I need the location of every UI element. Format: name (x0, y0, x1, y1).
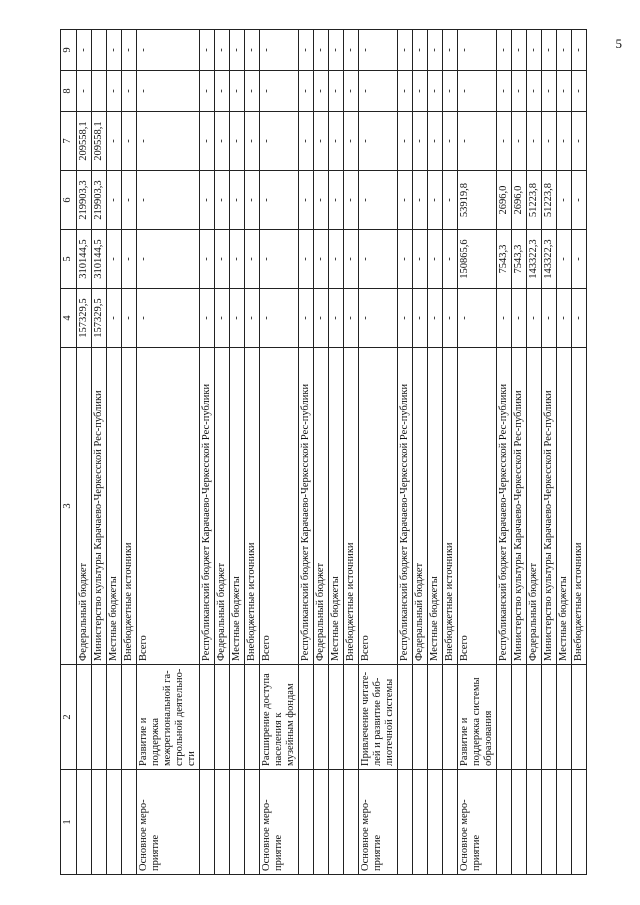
value-cell: - (230, 171, 245, 230)
value-cell: - (314, 30, 329, 71)
value-cell: - (398, 71, 413, 112)
value-cell: - (497, 289, 512, 348)
value-cell: - (443, 289, 458, 348)
activity-name-cell (122, 665, 137, 770)
activity-type-cell (542, 770, 557, 875)
header-cell: 2 (61, 665, 77, 770)
activity-name-cell: Привлечение читате-лей и развитие биб-лиотечной системы (359, 665, 398, 770)
value-cell: - (428, 230, 443, 289)
activity-name-cell (572, 665, 587, 770)
value-cell: - (314, 71, 329, 112)
funding-source-cell: Всего (359, 348, 398, 665)
value-cell: - (329, 289, 344, 348)
activity-type-cell (77, 770, 92, 875)
activity-type-cell (413, 770, 428, 875)
value-cell: - (344, 171, 359, 230)
funding-source-cell: Министерство культуры Карачаево-Черкесской Рес-публики (542, 348, 557, 665)
value-cell: - (512, 112, 527, 171)
value-cell: - (245, 112, 260, 171)
value-cell: - (107, 71, 122, 112)
value-cell: - (107, 230, 122, 289)
activity-type-cell: Основное меро-приятие (458, 770, 497, 875)
value-cell: - (572, 112, 587, 171)
value-cell: - (359, 230, 398, 289)
value-cell: - (572, 71, 587, 112)
value-cell: - (458, 112, 497, 171)
table-row (245, 30, 260, 875)
activity-name-cell: Развитие и поддержка системы образования (458, 665, 497, 770)
page-number: 5 (615, 36, 622, 51)
value-cell (92, 71, 107, 112)
funding-source-cell: Федеральный бюджет (527, 348, 542, 665)
value-cell: - (398, 112, 413, 171)
activity-name-cell (428, 665, 443, 770)
value-cell: - (299, 171, 314, 230)
activity-type-cell (230, 770, 245, 875)
activity-type-cell (512, 770, 527, 875)
activity-name-cell (299, 665, 314, 770)
value-cell: - (245, 30, 260, 71)
header-cell: 1 (61, 770, 77, 875)
value-cell: 2696,0 (512, 171, 527, 230)
value-cell: - (329, 230, 344, 289)
value-cell: - (299, 289, 314, 348)
value-cell (92, 30, 107, 71)
value-cell: - (344, 71, 359, 112)
value-cell: - (314, 230, 329, 289)
value-cell: - (299, 112, 314, 171)
value-cell: - (542, 289, 557, 348)
activity-type-cell (314, 770, 329, 875)
value-cell: - (428, 71, 443, 112)
value-cell: - (398, 289, 413, 348)
activity-name-cell (92, 665, 107, 770)
funding-source-cell: Федеральный бюджет (215, 348, 230, 665)
value-cell: - (443, 230, 458, 289)
value-cell: - (107, 30, 122, 71)
value-cell: - (443, 71, 458, 112)
activity-name-cell: Развитие и поддержка межрегиональной га-строльной деятельно-сти (137, 665, 200, 770)
funding-source-cell: Федеральный бюджет (77, 348, 92, 665)
value-cell: - (542, 112, 557, 171)
table-row (527, 30, 542, 875)
activity-name-cell (329, 665, 344, 770)
value-cell: - (344, 289, 359, 348)
funding-source-cell: Местные бюджеты (329, 348, 344, 665)
value-cell: - (527, 71, 542, 112)
value-cell: - (230, 71, 245, 112)
value-cell: - (137, 112, 200, 171)
table-row (137, 30, 200, 875)
table-row (497, 30, 512, 875)
table-row (299, 30, 314, 875)
header-cell: 8 (61, 71, 77, 112)
value-cell: - (398, 171, 413, 230)
activity-type-cell (428, 770, 443, 875)
value-cell: - (428, 112, 443, 171)
value-cell: - (230, 230, 245, 289)
value-cell: 310144,5 (77, 230, 92, 289)
activity-type-cell: Основное меро-приятие (359, 770, 398, 875)
value-cell: - (299, 30, 314, 71)
table-row (200, 30, 215, 875)
value-cell: - (572, 30, 587, 71)
table-row (314, 30, 329, 875)
value-cell: - (215, 30, 230, 71)
activity-type-cell (92, 770, 107, 875)
budget-table (60, 29, 587, 875)
value-cell: - (557, 71, 572, 112)
value-cell: - (77, 30, 92, 71)
table-row (260, 30, 299, 875)
value-cell: - (230, 112, 245, 171)
value-cell: - (107, 289, 122, 348)
funding-source-cell: Республиканский бюджет Карачаево-Черкесской Рес-публики (299, 348, 314, 665)
funding-source-cell: Всего (260, 348, 299, 665)
header-cell: 4 (61, 289, 77, 348)
funding-source-cell: Всего (137, 348, 200, 665)
value-cell: - (557, 30, 572, 71)
table-row (512, 30, 527, 875)
value-cell: - (359, 289, 398, 348)
activity-name-cell (77, 665, 92, 770)
value-cell: 51223,8 (527, 171, 542, 230)
activity-type-cell (245, 770, 260, 875)
activity-name-cell (344, 665, 359, 770)
value-cell: 7543,3 (497, 230, 512, 289)
value-cell: 310144,5 (92, 230, 107, 289)
value-cell: - (260, 71, 299, 112)
value-cell: - (359, 30, 398, 71)
value-cell: - (443, 112, 458, 171)
value-cell: - (314, 171, 329, 230)
value-cell: - (137, 171, 200, 230)
value-cell: - (329, 171, 344, 230)
value-cell: - (428, 30, 443, 71)
activity-type-cell (497, 770, 512, 875)
value-cell: - (200, 289, 215, 348)
activity-name-cell (542, 665, 557, 770)
value-cell: - (359, 171, 398, 230)
activity-name-cell (398, 665, 413, 770)
table-row (215, 30, 230, 875)
table-row (458, 30, 497, 875)
value-cell: - (245, 171, 260, 230)
activity-type-cell (572, 770, 587, 875)
value-cell: 157329,5 (92, 289, 107, 348)
value-cell: - (413, 171, 428, 230)
value-cell: - (137, 230, 200, 289)
table-row (572, 30, 587, 875)
value-cell: - (542, 30, 557, 71)
value-cell: - (497, 112, 512, 171)
funding-source-cell: Министерство культуры Карачаево-Черкесской Рес-публики (92, 348, 107, 665)
value-cell: 51223,8 (542, 171, 557, 230)
value-cell: - (137, 30, 200, 71)
activity-name-cell (497, 665, 512, 770)
value-cell: - (122, 289, 137, 348)
activity-type-cell (557, 770, 572, 875)
activity-type-cell (200, 770, 215, 875)
header-row (61, 30, 77, 875)
value-cell: - (557, 112, 572, 171)
activity-name-cell (527, 665, 542, 770)
activity-type-cell (344, 770, 359, 875)
value-cell: - (260, 289, 299, 348)
funding-source-cell: Республиканский бюджет Карачаево-Черкесской Рес-публики (398, 348, 413, 665)
value-cell: 150865,6 (458, 230, 497, 289)
value-cell: - (398, 30, 413, 71)
activity-type-cell (215, 770, 230, 875)
value-cell: - (413, 230, 428, 289)
value-cell: - (428, 289, 443, 348)
value-cell: - (458, 289, 497, 348)
table-row (359, 30, 398, 875)
value-cell: - (413, 30, 428, 71)
table-row (398, 30, 413, 875)
value-cell: - (215, 171, 230, 230)
value-cell: - (542, 71, 557, 112)
value-cell: - (329, 71, 344, 112)
value-cell: - (122, 112, 137, 171)
funding-source-cell: Местные бюджеты (428, 348, 443, 665)
value-cell: - (497, 30, 512, 71)
table-row (557, 30, 572, 875)
value-cell: - (329, 30, 344, 71)
value-cell: - (557, 171, 572, 230)
funding-source-cell: Республиканский бюджет Карачаево-Черкесской Рес-публики (497, 348, 512, 665)
activity-name-cell (512, 665, 527, 770)
header-cell: 9 (61, 30, 77, 71)
activity-name-cell (107, 665, 122, 770)
value-cell: - (299, 230, 314, 289)
value-cell: 53919,8 (458, 171, 497, 230)
table-row (443, 30, 458, 875)
activity-name-cell (314, 665, 329, 770)
funding-source-cell: Местные бюджеты (557, 348, 572, 665)
funding-source-cell: Внебюджетные источники (443, 348, 458, 665)
value-cell: 143322,3 (527, 230, 542, 289)
value-cell: - (215, 289, 230, 348)
value-cell: - (200, 30, 215, 71)
value-cell: - (458, 30, 497, 71)
table-row (413, 30, 428, 875)
value-cell: - (344, 30, 359, 71)
activity-name-cell (413, 665, 428, 770)
value-cell: - (398, 230, 413, 289)
activity-type-cell (299, 770, 314, 875)
value-cell: - (314, 112, 329, 171)
value-cell: - (359, 71, 398, 112)
table-row (344, 30, 359, 875)
activity-name-cell (443, 665, 458, 770)
table-row (542, 30, 557, 875)
value-cell: - (260, 30, 299, 71)
value-cell: - (122, 230, 137, 289)
value-cell: 7543,3 (512, 230, 527, 289)
funding-source-cell: Местные бюджеты (230, 348, 245, 665)
value-cell: - (245, 289, 260, 348)
value-cell: - (314, 289, 329, 348)
value-cell: - (260, 171, 299, 230)
value-cell: - (107, 112, 122, 171)
value-cell: - (527, 30, 542, 71)
value-cell: - (299, 71, 314, 112)
value-cell: - (572, 230, 587, 289)
value-cell: - (359, 112, 398, 171)
value-cell: - (443, 30, 458, 71)
value-cell: 143322,3 (542, 230, 557, 289)
funding-source-cell: Федеральный бюджет (413, 348, 428, 665)
header-cell: 5 (61, 230, 77, 289)
value-cell: - (215, 71, 230, 112)
value-cell: - (413, 289, 428, 348)
table-row (77, 30, 92, 875)
value-cell: - (329, 112, 344, 171)
value-cell: - (215, 112, 230, 171)
activity-type-cell: Основное меро-приятие (137, 770, 200, 875)
value-cell: - (572, 171, 587, 230)
funding-source-cell: Внебюджетные источники (245, 348, 260, 665)
value-cell: 219903,3 (77, 171, 92, 230)
funding-source-cell: Внебюджетные источники (344, 348, 359, 665)
value-cell: 219903,3 (92, 171, 107, 230)
activity-type-cell: Основное меро-приятие (260, 770, 299, 875)
table-row (92, 30, 107, 875)
value-cell: 157329,5 (77, 289, 92, 348)
value-cell: 209558,1 (92, 112, 107, 171)
value-cell: - (245, 71, 260, 112)
funding-source-cell: Местные бюджеты (107, 348, 122, 665)
activity-type-cell (398, 770, 413, 875)
value-cell: - (443, 171, 458, 230)
value-cell: - (512, 30, 527, 71)
activity-type-cell (107, 770, 122, 875)
value-cell: 2696,0 (497, 171, 512, 230)
value-cell: - (497, 71, 512, 112)
header-cell: 7 (61, 112, 77, 171)
activity-name-cell (557, 665, 572, 770)
value-cell: - (200, 71, 215, 112)
activity-name-cell: Расширение доступа населения к музейным фондам (260, 665, 299, 770)
rotated-table-container (60, 30, 630, 875)
funding-source-cell: Внебюджетные источники (572, 348, 587, 665)
value-cell: - (557, 289, 572, 348)
table-row (329, 30, 344, 875)
header-cell: 3 (61, 348, 77, 665)
value-cell: - (512, 289, 527, 348)
table-row (107, 30, 122, 875)
value-cell: - (200, 230, 215, 289)
value-cell: - (428, 171, 443, 230)
value-cell: - (557, 230, 572, 289)
value-cell: - (344, 230, 359, 289)
header-cell: 6 (61, 171, 77, 230)
value-cell: - (230, 30, 245, 71)
table-row (122, 30, 137, 875)
value-cell: - (122, 171, 137, 230)
value-cell: - (260, 112, 299, 171)
value-cell: - (572, 289, 587, 348)
funding-source-cell: Внебюджетные источники (122, 348, 137, 665)
activity-type-cell (122, 770, 137, 875)
activity-name-cell (245, 665, 260, 770)
value-cell: - (527, 112, 542, 171)
value-cell: - (200, 171, 215, 230)
funding-source-cell: Республиканский бюджет Карачаево-Черкесской Рес-публики (200, 348, 215, 665)
funding-source-cell: Всего (458, 348, 497, 665)
value-cell: - (137, 289, 200, 348)
activity-type-cell (329, 770, 344, 875)
value-cell: - (215, 230, 230, 289)
value-cell: - (344, 112, 359, 171)
value-cell: - (413, 71, 428, 112)
activity-name-cell (215, 665, 230, 770)
value-cell: - (245, 230, 260, 289)
activity-type-cell (443, 770, 458, 875)
value-cell: - (260, 230, 299, 289)
value-cell: - (230, 289, 245, 348)
value-cell: - (458, 71, 497, 112)
value-cell: - (137, 71, 200, 112)
value-cell: - (122, 30, 137, 71)
value-cell: - (77, 71, 92, 112)
value-cell: - (122, 71, 137, 112)
funding-source-cell: Федеральный бюджет (314, 348, 329, 665)
value-cell: - (527, 289, 542, 348)
activity-name-cell (230, 665, 245, 770)
value-cell: - (107, 171, 122, 230)
value-cell: 209558,1 (77, 112, 92, 171)
value-cell: - (512, 71, 527, 112)
table-row (230, 30, 245, 875)
value-cell: - (200, 112, 215, 171)
activity-name-cell (200, 665, 215, 770)
value-cell: - (413, 112, 428, 171)
funding-source-cell: Министерство культуры Карачаево-Черкесской Рес-публики (512, 348, 527, 665)
table-row (428, 30, 443, 875)
activity-type-cell (527, 770, 542, 875)
